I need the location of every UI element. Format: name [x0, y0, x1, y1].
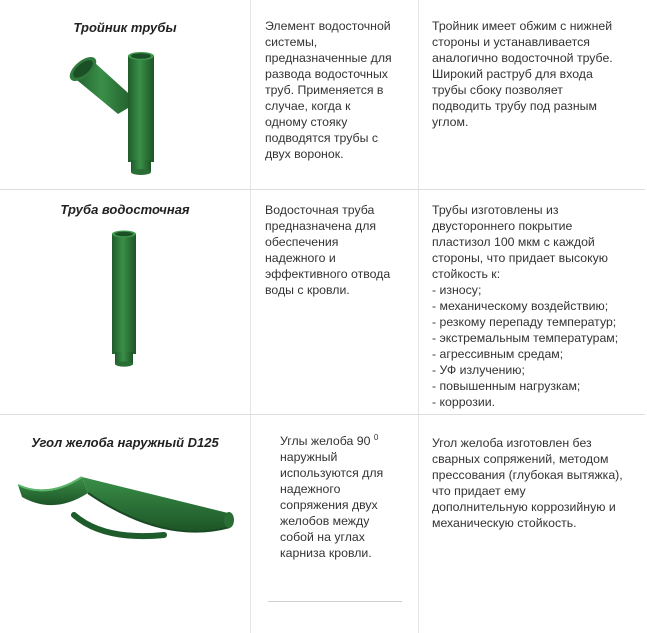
pipe-tee-icon: [60, 42, 200, 187]
product-details: Трубы изготовлены из двустороннего покрытие пластизол 100 мкм с каждой стороны, что придает высокую стойкость к: - износу; - механическому воздействию; - резкому перепаду температур; - экстремальным температурам; - агрессивным средам; - УФ излучению; - повышенным нагрузкам; - коррозии.: [432, 203, 619, 409]
description-rest: наружный используются для надежного сопряжения двух желобов между собой на углах карниза кровли.: [280, 450, 384, 560]
degree-superscript: 0: [373, 432, 379, 442]
product-row-tee: [0, 0, 647, 190]
product-title: Тройник трубы: [73, 20, 177, 35]
product-title: Труба водосточная: [60, 202, 190, 217]
product-description: [280, 433, 410, 561]
product-row-gutter-corner: [0, 415, 647, 633]
product-description: Водосточная труба предназначена для обеспечения надежного и эффективного отвода воды с кровли.: [265, 203, 391, 297]
product-description: Элемент водосточной системы, предназначенные для развода водосточных труб. Применяется в случае, когда к одному стояку подводятся трубы с двух воронок.: [265, 19, 392, 161]
description-start: Углы желоба 90: [280, 434, 371, 448]
product-details: Тройник имеет обжим с нижней стороны и устанавливается аналогично водосточной трубе. Широкий раструб для входа трубы сбоку позволяет подводить трубу под разным углом.: [432, 19, 613, 129]
product-row-downpipe: [0, 190, 647, 415]
cell-divider: [268, 601, 402, 602]
product-details: Угол желоба изготовлен без сварных сопряжений, методом прессования (глубокая вытяжка), что придает ему дополнительную коррозийную и механическую стойкость.: [432, 436, 623, 530]
gutter-corner-icon: [14, 471, 239, 556]
product-title: Угол желоба наружный D125: [31, 435, 219, 450]
downpipe-icon: [108, 230, 142, 375]
